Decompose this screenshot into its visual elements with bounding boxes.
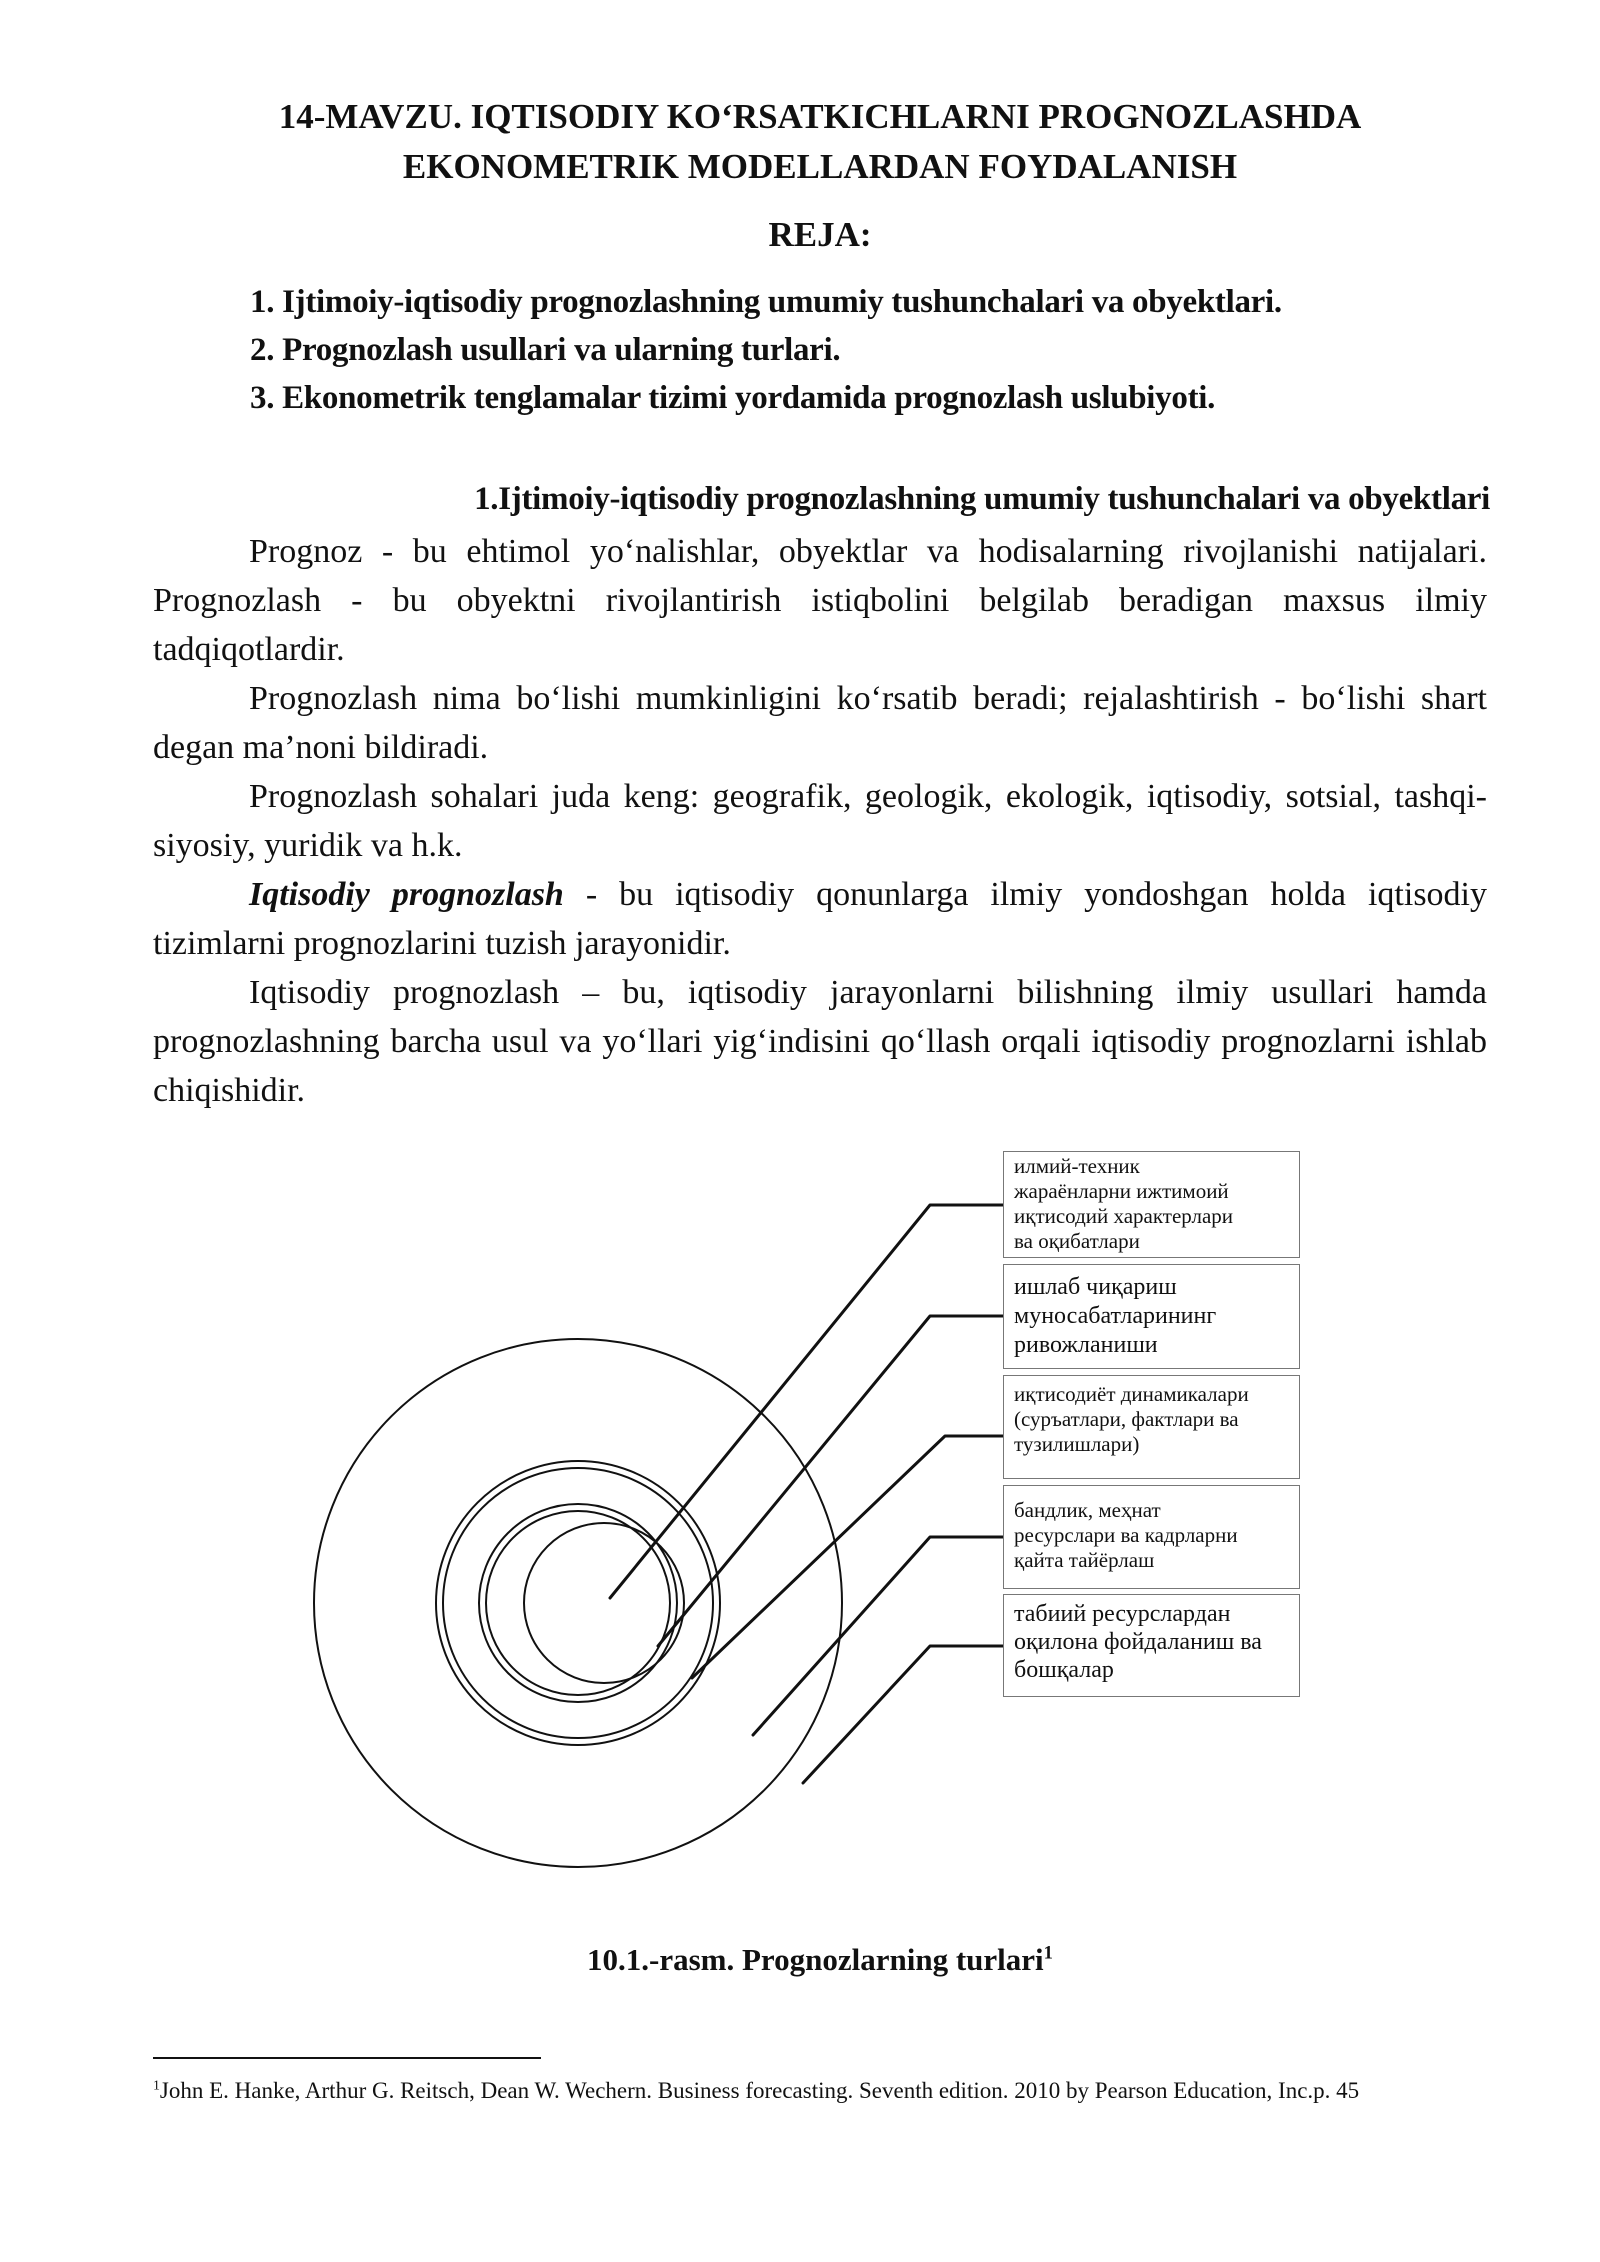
footnote-mark: 1 [153,2077,160,2093]
diagram-box-4-line: қайта тайёрлаш [1014,1548,1155,1572]
plan-heading: REJA: [768,215,872,254]
diagram-box-1-line: иқтисодий характерлари [1014,1204,1234,1228]
diagram-box-3 [1003,1375,1300,1479]
diagram-box-1-line: илмий-техник [1014,1154,1140,1178]
figure-caption [150,1938,1490,1982]
leader-line-3 [692,1436,1003,1678]
diagram-circle-2b [486,1511,670,1695]
diagram-box-2 [1003,1264,1300,1369]
diagram-box-4-line: ресурслари ва кадрларни [1014,1523,1238,1547]
diagram-circle-outer [314,1339,842,1867]
diagram-box-1-line: жараёнларни ижтимоий [1014,1179,1229,1203]
paragraph-4-rest: - bu iqtisodiy qonunlarga ilmiy yondoshgan holda iqtisodiy tizimlarni prognozlarini tuzish jarayonidir. [153,876,1487,962]
leader-line-2 [658,1316,1003,1646]
paragraph-2: Prognozlash nima bo‘lishi mumkinligini ko‘rsatib beradi; rejalashtirish - bo‘lishi shart degan ma’noni bildiradi. [153,680,1487,766]
diagram-box-5-line: бошқалар [1014,1657,1114,1683]
plan-item-3: 3. Ekonometrik tenglamalar tizimi yordamida prognozlash uslubiyoti. [250,380,1216,416]
paragraph-5: Iqtisodiy prognozlash – bu, iqtisodiy jarayonlarni bilishning ilmiy usullari hamda prognozlashning barcha usul va yo‘llari yig‘indisini qo‘llash orqali iqtisodiy prognozlarni ishlab chiqishidir. [153,974,1487,1109]
diagram-box-3-line: иқтисодиёт динамикалари [1014,1382,1249,1406]
plan-item-2: 2. Prognozlash usullari va ularning turlari. [250,332,841,368]
section-heading: 1.Ijtimoiy-iqtisodiy prognozlashning umumiy tushunchalari va obyektlari [474,481,1490,517]
leader-line-4 [753,1537,1003,1735]
paragraph-1: Prognoz - bu ehtimol yo‘nalishlar, obyektlar va hodisalarning rivojlanishi natijalari. Prognozlash - bu obyektni rivojlantirish istiqbolini belgilab beradigan maxsus ilmiy tadqiqotlardir. [153,533,1487,668]
title-line-1: 14-MAVZU. IQTISODIY KO‘RSATKICHLARNI PROGNOZLASHDA [278,97,1362,136]
diagram-box-2-line: ривожланиши [1014,1332,1158,1358]
footnote-separator [153,2057,541,2059]
forecast-types-diagram [0,1130,1600,1910]
leader-line-5 [803,1646,1003,1783]
plan-item-1: 1. Ijtimoiy-iqtisodiy prognozlashning umumiy tushunchalari va obyektlari. [250,284,1282,320]
diagram-box-5-line: оқилона фойдаланиш ва [1014,1629,1262,1655]
footnote [153,2074,1487,2107]
diagram-box-3-line: (суръатлари, фактлари ва [1014,1407,1239,1431]
diagram-box-2-line: муносабатларининг [1014,1303,1217,1329]
diagram-box-2-line: ишлаб чиқариш [1014,1274,1177,1300]
diagram-box-4-line: бандлик, меҳнат [1014,1498,1161,1522]
diagram-circle-inner [524,1523,684,1683]
diagram-box-1 [1003,1151,1300,1258]
term-iqtisodiy-prognozlash: Iqtisodiy prognozlash [249,876,564,913]
title-line-2: EKONOMETRIK MODELLARDAN FOYDALANISH [402,147,1238,186]
footnote-reference[interactable]: 1 [1043,1942,1053,1964]
diagram-circle-2a [479,1504,677,1702]
paragraph-4 [153,870,1487,968]
diagram-circle-3b [443,1468,713,1738]
paragraph-3: Prognozlash sohalari juda keng: geografik, geologik, ekologik, iqtisodiy, sotsial, tashqi-siyosiy, yuridik va h.k. [153,778,1487,864]
diagram-box-3-line: тузилишлари) [1014,1432,1140,1456]
diagram-box-5-line: табиий ресурслардан [1014,1601,1231,1627]
leader-line-1 [610,1205,1003,1598]
figure-caption-text: 10.1.-rasm. Prognozlarning turlari [587,1942,1044,1977]
diagram-box-5 [1003,1594,1300,1697]
footnote-text: John E. Hanke, Arthur G. Reitsch, Dean W. Wechern. Business forecasting. Seventh edition. 2010 by Pearson Education, Inc.p. 45 [159,2078,1360,2103]
diagram-box-4 [1003,1485,1300,1589]
diagram-box-1-line: ва оқибатлари [1014,1229,1140,1253]
